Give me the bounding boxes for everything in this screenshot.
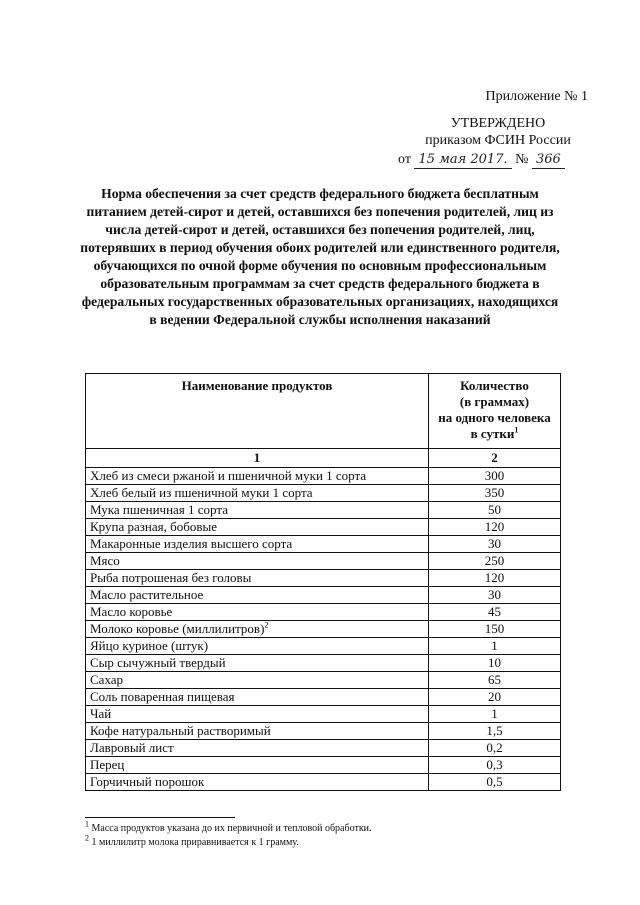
product-quantity: 45 [429,604,561,621]
footnote-mark: 1 [85,819,89,829]
approval-block [368,88,588,169]
product-name [86,655,429,672]
product-quantity: 1 [429,638,561,655]
handwritten-number: 366 [532,151,565,169]
product-name [86,638,429,655]
handwritten-date: 15 мая 2017. [414,151,511,169]
footnotes [85,817,565,850]
product-name-text: Молоко коровье (миллилитров) [90,621,265,636]
document-title: Норма обеспечения за счет средств федерального бюджета бесплатным питанием детей-сирот и детей, оставшихся без попечения родителей, лиц из числа детей-сирот и детей, оставшихся без попечения родителей, лиц, потерявших в период обучения обоих родителей или единственного родителя, обучающихся по очной форме обучения по основным профессиональным образовательным программам за счет средств федерального бюджета в федеральных государственных образовательных организациях, находящихся в ведении Федеральной службы исполнения наказаний [80,186,560,327]
header-quantity [429,374,561,449]
product-name [86,689,429,706]
table-row [86,553,561,570]
date-line [368,151,588,169]
table-row [86,536,561,553]
table-row [86,570,561,587]
footnote-2 [85,833,565,850]
product-name [86,553,429,570]
product-name-text: Соль поваренная пищевая [90,689,235,704]
product-quantity: 300 [429,468,561,485]
table-row [86,706,561,723]
table-row [86,604,561,621]
table-row [86,502,561,519]
product-quantity: 30 [429,536,561,553]
product-name [86,502,429,519]
product-name-text: Чай [90,706,112,721]
footnote-ref-1: 1 [514,425,519,435]
header-quantity-line4: в сутки [470,426,515,441]
product-name [86,672,429,689]
product-name [86,723,429,740]
table-row [86,485,561,502]
product-quantity: 20 [429,689,561,706]
product-name [86,519,429,536]
table-row [86,519,561,536]
product-name-text: Крупа разная, бобовые [90,519,217,534]
product-quantity: 65 [429,672,561,689]
footnote-divider [85,817,235,818]
column-number-row [86,449,561,468]
product-quantity: 0,3 [429,757,561,774]
table-row [86,621,561,638]
table-row [86,672,561,689]
column-number-1: 1 [86,449,429,468]
product-name-text: Сыр сычужный твердый [90,655,226,670]
product-name [86,774,429,791]
product-name-text: Макаронные изделия высшего сорта [90,536,293,551]
product-name-text: Сахар [90,672,124,687]
product-name [86,757,429,774]
product-name-text: Кофе натуральный растворимый [90,723,271,738]
product-quantity: 1 [429,706,561,723]
product-name-text: Хлеб белый из пшеничной муки 1 сорта [90,485,313,500]
footnote-mark: 2 [85,833,89,843]
product-quantity: 0,5 [429,774,561,791]
approved-label: УТВЕРЖДЕНО [450,116,546,131]
product-name [86,621,429,638]
product-name [86,740,429,757]
table-row [86,655,561,672]
table-row [86,468,561,485]
table-row [86,587,561,604]
product-name [86,468,429,485]
product-quantity: 50 [429,502,561,519]
header-product-name: Наименование продуктов [86,374,429,449]
table-row [86,689,561,706]
product-name-text: Горчичный порошок [90,774,205,789]
product-quantity: 1,5 [429,723,561,740]
product-quantity: 0,2 [429,740,561,757]
product-name-text: Хлеб из смеси ржаной и пшеничной муки 1 сорта [90,468,367,483]
table-row [86,638,561,655]
table-row [86,740,561,757]
product-name [86,587,429,604]
product-name-text: Лавровый лист [90,740,174,755]
product-name-text: Рыба потрошеная без головы [90,570,252,585]
header-quantity-line2: (в граммах) [459,394,530,409]
product-name-text: Масло растительное [90,587,204,602]
header-quantity-line3: на одного человека [438,410,551,425]
footnote-text: Масса продуктов указана до их первичной и тепловой обработки. [91,823,372,834]
product-quantity: 350 [429,485,561,502]
product-quantity: 150 [429,621,561,638]
product-quantity: 250 [429,553,561,570]
product-name [86,570,429,587]
product-name-text: Мясо [90,553,120,568]
table-row [86,723,561,740]
footnote-text: 1 миллилитр молока приравнивается к 1 грамму. [91,837,299,848]
product-name [86,485,429,502]
product-name-text: Мука пшеничная 1 сорта [90,502,228,517]
product-quantity: 120 [429,570,561,587]
column-number-2: 2 [429,449,561,468]
product-name-text: Перец [90,757,125,772]
header-quantity-line1: Количество [460,378,529,393]
appendix-label: Приложение № 1 [485,89,588,104]
table-row [86,774,561,791]
product-name-text: Масло коровье [90,604,173,619]
product-name [86,604,429,621]
product-quantity: 120 [429,519,561,536]
order-label: приказом ФСИН России [425,133,571,148]
product-quantity: 10 [429,655,561,672]
table-body [86,468,561,791]
table-header-row [86,374,561,449]
product-quantity: 30 [429,587,561,604]
norms-table [85,373,561,791]
table-row [86,757,561,774]
footnote-1 [85,819,565,836]
product-name [86,706,429,723]
product-name [86,536,429,553]
date-prefix: от [398,152,411,167]
footnote-ref-2: 2 [264,620,269,630]
product-name-text: Яйцо куриное (штук) [90,638,209,653]
number-prefix: № [515,152,529,167]
